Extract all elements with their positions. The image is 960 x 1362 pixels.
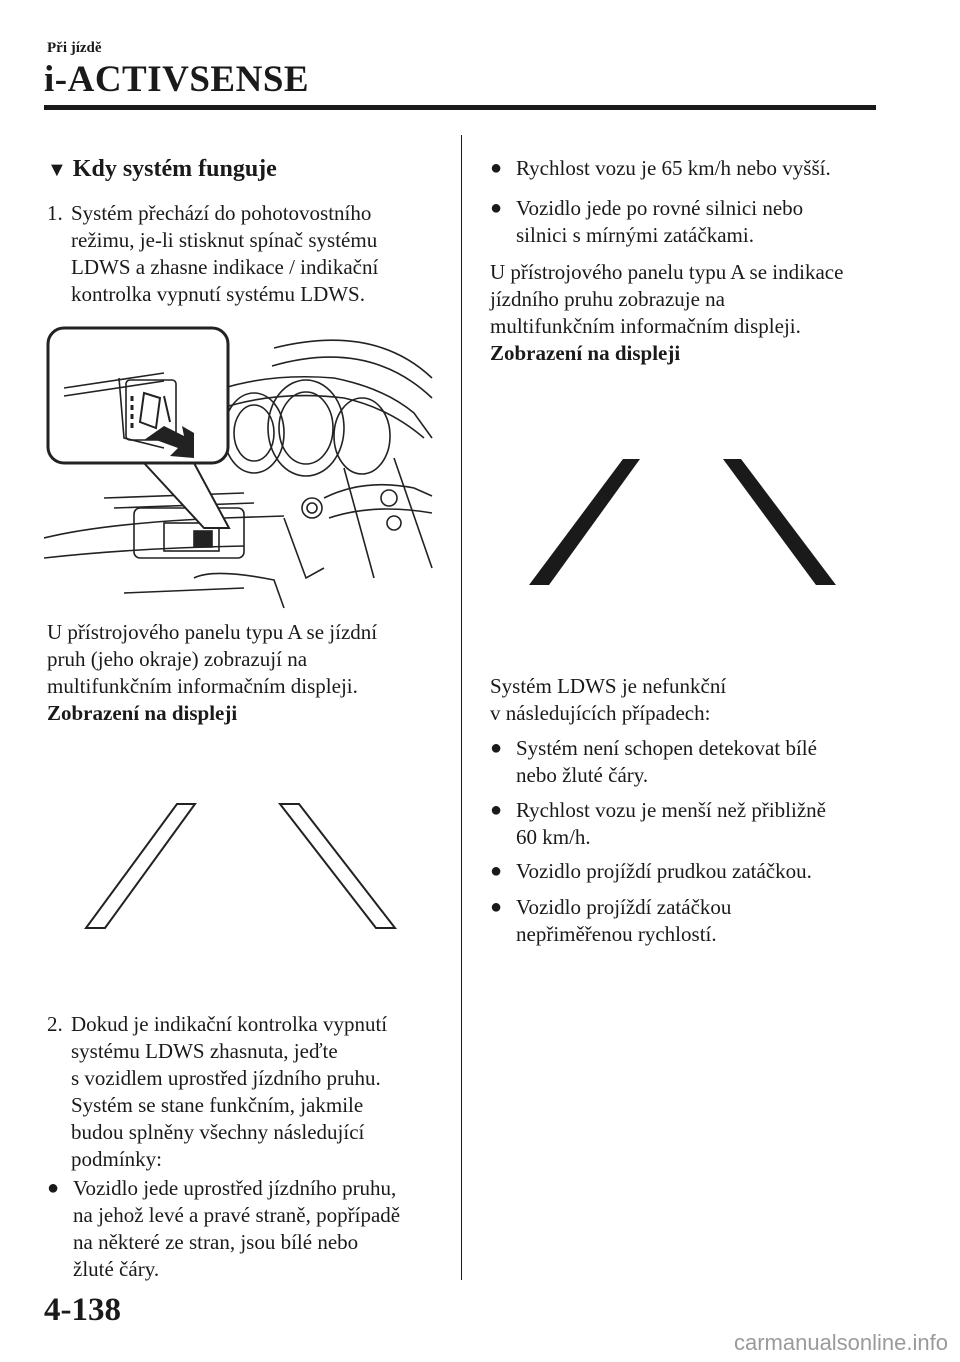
bullet-line: nebo žluté čáry. <box>516 763 649 787</box>
lane-display-outline-illustration <box>80 798 400 938</box>
display-label: Zobrazení na displeji <box>490 341 681 365</box>
bullet-line: Vozidlo jede po rovné silnici nebo <box>516 196 804 220</box>
bullet-icon: ● <box>47 1177 60 1199</box>
item-line: Systém se stane funkčním, jakmile <box>71 1093 364 1117</box>
heading-text: Kdy systém funguje <box>72 156 277 182</box>
lane-display-filled-illustration <box>527 455 839 589</box>
para-line: pruh (jeho okraje) zobrazují na <box>47 647 308 671</box>
bullet-line: 60 km/h. <box>516 825 591 849</box>
para-line: U přístrojového panelu typu A se indikace <box>490 260 844 284</box>
item-line: systému LDWS zhasnuta, jeďte <box>71 1039 338 1063</box>
numbered-item-1 <box>47 200 447 308</box>
para-line: U přístrojového panelu typu A se jízdní <box>47 620 378 644</box>
para-line: v následujících případech: <box>490 701 711 725</box>
bullet-icon: ● <box>490 896 503 918</box>
bullet-icon: ● <box>490 157 503 179</box>
breadcrumb: Při jízdě <box>47 40 102 56</box>
item-line: kontrolka vypnutí systému LDWS. <box>71 282 365 306</box>
bullet-line: Rychlost vozu je menší než přibližně <box>516 798 826 822</box>
bullet-line: nepřiměřenou rychlostí. <box>516 922 717 946</box>
page-title: i-ACTIVSENSE <box>44 59 310 100</box>
watermark: carmanualsonline.info <box>733 1330 948 1355</box>
header-rule <box>44 105 876 110</box>
page-number: 4-138 <box>44 1292 121 1328</box>
bullet-line: žluté čáry. <box>73 1257 160 1281</box>
numbered-item-2 <box>47 1011 447 1173</box>
para-line: Systém LDWS je nefunkční <box>490 674 727 698</box>
bullet-line: Vozidlo jede uprostřed jízdního pruhu, <box>73 1176 397 1200</box>
item-line: režimu, je-li stisknut spínač systému <box>71 228 378 252</box>
item-number: 2. <box>47 1012 63 1036</box>
bullet-item <box>490 155 890 182</box>
paragraph <box>47 619 447 727</box>
bullet-line: na některé ze stran, jsou bílé nebo <box>73 1230 359 1254</box>
bullet-item <box>490 858 900 885</box>
para-line: multifunkčním informačním displeji. <box>47 674 358 698</box>
para-line: jízdního pruhu zobrazuje na <box>490 287 725 311</box>
item-line: Systém přechází do pohotovostního <box>71 201 372 225</box>
display-label: Zobrazení na displeji <box>47 701 238 725</box>
paragraph <box>490 673 910 727</box>
bullet-item <box>490 735 900 789</box>
triangle-down-icon: ▼ <box>47 159 67 181</box>
bullet-item <box>490 894 900 948</box>
bullet-icon: ● <box>490 197 503 219</box>
item-line: Dokud je indikační kontrolka vypnutí <box>71 1012 388 1036</box>
paragraph <box>490 259 910 367</box>
dashboard-illustration <box>44 318 434 610</box>
bullet-line: Vozidlo projíždí zatáčkou <box>516 895 732 919</box>
section-heading <box>47 156 277 184</box>
bullet-line: na jehož levé a pravé straně, popřípadě <box>73 1203 401 1227</box>
item-line: budou splněny všechny následující <box>71 1120 365 1144</box>
bullet-line: silnici s mírnými zatáčkami. <box>516 223 754 247</box>
item-line: LDWS a zhasne indikace / indikační <box>71 255 379 279</box>
item-line: s vozidlem uprostřed jízdního pruhu. <box>71 1066 381 1090</box>
bullet-line: Systém není schopen detekovat bílé <box>516 736 817 760</box>
bullet-item <box>490 797 900 851</box>
bullet-icon: ● <box>490 799 503 821</box>
bullet-item <box>490 195 890 249</box>
item-number: 1. <box>47 201 63 225</box>
bullet-line: Vozidlo projíždí prudkou zatáčkou. <box>516 859 812 883</box>
bullet-icon: ● <box>490 860 503 882</box>
item-line: podmínky: <box>71 1147 163 1171</box>
bullet-line: Rychlost vozu je 65 km/h nebo vyšší. <box>516 156 831 180</box>
para-line: multifunkčním informačním displeji. <box>490 314 801 338</box>
bullet-item <box>47 1175 457 1283</box>
bullet-icon: ● <box>490 737 503 759</box>
column-divider <box>461 135 462 1280</box>
